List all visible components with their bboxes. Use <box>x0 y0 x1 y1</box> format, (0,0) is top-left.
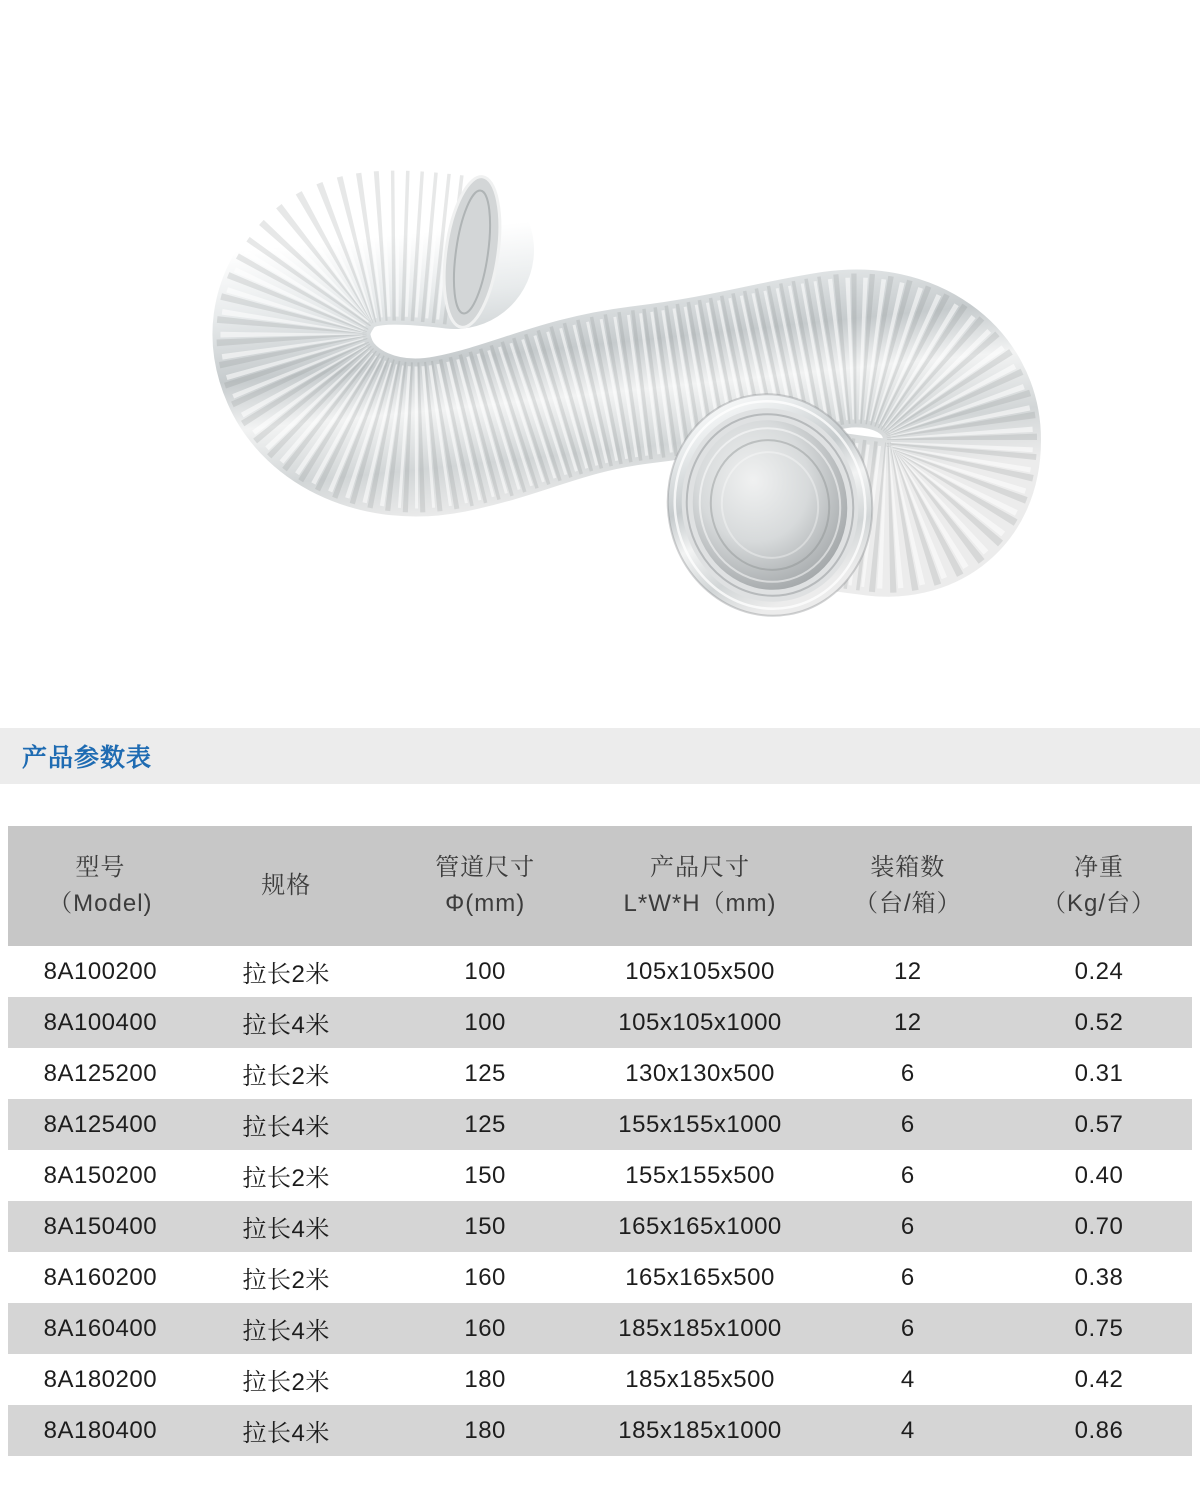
cell-spec: 拉长4米 <box>242 1216 330 1243</box>
cell-qty-per-carton: 6 <box>900 1314 915 1342</box>
cell-pipe-size: 100 <box>464 957 506 985</box>
cell-pipe-size: 180 <box>464 1416 506 1444</box>
cell-model: 8A100400 <box>43 1008 158 1036</box>
cell-product-size: 155x155x1000 <box>618 1110 782 1138</box>
column-header-line1: 管道尺寸 <box>435 854 536 881</box>
cell-net-weight: 0.40 <box>1074 1161 1124 1189</box>
column-header-line2: Φ(mm) <box>445 890 526 917</box>
cell-qty-per-carton: 6 <box>900 1263 915 1291</box>
cell-spec: 拉长2米 <box>242 1165 330 1192</box>
parameter-table <box>8 826 1192 1456</box>
cell-net-weight: 0.31 <box>1074 1059 1124 1087</box>
column-header-line1: 型号 <box>75 854 126 881</box>
table-row <box>8 1099 1192 1150</box>
table-row <box>8 1354 1192 1405</box>
cell-net-weight: 0.86 <box>1074 1416 1124 1444</box>
cell-pipe-size: 125 <box>464 1059 506 1087</box>
cell-model: 8A150200 <box>43 1161 158 1189</box>
column-header-line1: 装箱数 <box>870 854 946 881</box>
cell-spec: 拉长2米 <box>242 1369 330 1396</box>
cell-net-weight: 0.38 <box>1074 1263 1124 1291</box>
cell-pipe-size: 160 <box>464 1263 506 1291</box>
cell-model: 8A125400 <box>43 1110 158 1138</box>
cell-qty-per-carton: 6 <box>900 1110 915 1138</box>
column-header-line1: 净重 <box>1074 854 1125 881</box>
cell-pipe-size: 100 <box>464 1008 506 1036</box>
column-header-line2: （台/箱） <box>853 890 962 917</box>
cell-pipe-size: 125 <box>464 1110 506 1138</box>
column-header-line2: （Model) <box>48 890 153 917</box>
cell-qty-per-carton: 12 <box>893 957 922 985</box>
column-header-1 <box>193 826 380 946</box>
column-header-4 <box>810 826 1007 946</box>
section-title: 产品参数表 <box>22 744 153 772</box>
cell-product-size: 165x165x1000 <box>618 1212 782 1240</box>
cell-qty-per-carton: 4 <box>900 1416 915 1444</box>
cell-product-size: 185x185x1000 <box>618 1314 782 1342</box>
cell-spec: 拉长2米 <box>242 961 330 988</box>
cell-model: 8A180400 <box>43 1416 158 1444</box>
cell-spec: 拉长4米 <box>242 1420 330 1447</box>
cell-product-size: 185x185x1000 <box>618 1416 782 1444</box>
cell-net-weight: 0.57 <box>1074 1110 1124 1138</box>
cell-model: 8A150400 <box>43 1212 158 1240</box>
column-header-line1: 规格 <box>261 872 312 899</box>
cell-qty-per-carton: 6 <box>900 1059 915 1087</box>
cell-product-size: 105x105x1000 <box>618 1008 782 1036</box>
cell-net-weight: 0.70 <box>1074 1212 1124 1240</box>
column-header-line2: L*W*H（mm) <box>623 890 777 917</box>
cell-pipe-size: 180 <box>464 1365 506 1393</box>
table-row <box>8 946 1192 997</box>
product-image-area <box>150 130 1090 630</box>
cell-spec: 拉长2米 <box>242 1063 330 1090</box>
cell-spec: 拉长4米 <box>242 1012 330 1039</box>
cell-product-size: 165x165x500 <box>625 1263 775 1291</box>
cell-qty-per-carton: 6 <box>900 1212 915 1240</box>
cell-spec: 拉长4米 <box>242 1318 330 1345</box>
cell-product-size: 130x130x500 <box>625 1059 775 1087</box>
cell-net-weight: 0.52 <box>1074 1008 1124 1036</box>
cell-model: 8A180200 <box>43 1365 158 1393</box>
cell-pipe-size: 160 <box>464 1314 506 1342</box>
cell-qty-per-carton: 6 <box>900 1161 915 1189</box>
table-row <box>8 1405 1192 1456</box>
cell-model: 8A125200 <box>43 1059 158 1087</box>
table-row <box>8 1201 1192 1252</box>
table-row <box>8 997 1192 1048</box>
cell-model: 8A100200 <box>43 957 158 985</box>
column-header-3 <box>591 826 810 946</box>
column-header-line2: （Kg/台） <box>1042 890 1157 917</box>
table-body <box>8 946 1192 1456</box>
cell-net-weight: 0.42 <box>1074 1365 1124 1393</box>
cell-product-size: 155x155x500 <box>625 1161 775 1189</box>
column-header-0 <box>8 826 193 946</box>
column-header-2 <box>380 826 591 946</box>
aluminum-duct-photo <box>150 130 1090 630</box>
cell-model: 8A160200 <box>43 1263 158 1291</box>
table-row <box>8 1303 1192 1354</box>
cell-spec: 拉长4米 <box>242 1114 330 1141</box>
cell-qty-per-carton: 4 <box>900 1365 915 1393</box>
cell-pipe-size: 150 <box>464 1212 506 1240</box>
cell-net-weight: 0.75 <box>1074 1314 1124 1342</box>
cell-product-size: 105x105x500 <box>625 957 775 985</box>
section-title-bar <box>0 728 1200 784</box>
cell-product-size: 185x185x500 <box>625 1365 775 1393</box>
cell-net-weight: 0.24 <box>1074 957 1124 985</box>
cell-pipe-size: 150 <box>464 1161 506 1189</box>
column-header-5 <box>1006 826 1192 946</box>
table-row <box>8 1048 1192 1099</box>
cell-model: 8A160400 <box>43 1314 158 1342</box>
cell-spec: 拉长2米 <box>242 1267 330 1294</box>
table-header-row <box>8 826 1192 946</box>
cell-qty-per-carton: 12 <box>893 1008 922 1036</box>
table-row <box>8 1150 1192 1201</box>
table-row <box>8 1252 1192 1303</box>
column-header-line1: 产品尺寸 <box>650 854 751 881</box>
